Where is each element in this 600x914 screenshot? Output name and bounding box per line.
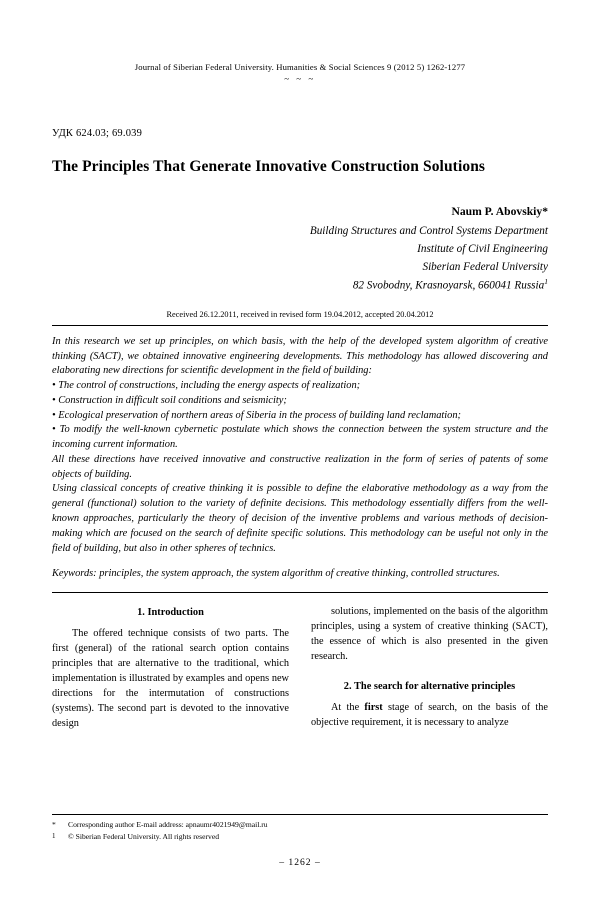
footnotes [52,814,548,842]
affiliation-line-3: Siberian Federal University [422,260,548,273]
abstract-paragraph-2: All these directions have received innovative and constructive realization in the form of series of patents of some objects of building. [52,453,548,480]
abstract-bullet-1: • The control of constructions, including the energy aspects of realization; [52,380,361,392]
footnote-star-mark: * [52,820,56,830]
page-number: – 1262 – [279,857,321,868]
author-affiliation-block [52,203,548,296]
abstract-paragraph-3: Using classical concepts of creative thinking it is possible to define the elaborative methodology as a way from the general (functional) solution to the variety of definite decisions. This methodology essentially differs from the well-known approaches, particularly the theory of decision of the inventive problems and various methods of decision-making which are focused on the search of definite specific solutions. This methodology can be useful not only in the field of building, but also in other spheres of technics. [52,483,548,554]
abstract-bullet-3: • Ecological preservation of northern areas of Siberia in the process of building land reclamation; [52,409,462,421]
search-paragraph [311,701,548,731]
abstract-bullet-4: • To modify the well-known cybernetic postulate which shows the connection between the system structure and the incoming current information. [52,424,548,451]
abstract-bullet-2: • Construction in difficult soil conditions and seismicity; [52,394,287,406]
introduction-paragraph: The offered technique consists of two parts. The first (general) of the rational search option contains principles that are alternative to the traditional, which implementation is illustrated by examples and opens new directions for the intermutation of constructions (systems). The second part is devoted to the innovative design [52,628,289,729]
affiliation-line-1: Building Structures and Control Systems Department [309,225,548,238]
section-heading-search: 2. The search for alternative principles [343,680,516,692]
abstract [52,335,548,556]
search-text-bold: first [364,701,383,713]
footnote-dagger-mark: 1 [52,831,56,840]
affiliation-line-4 [52,276,548,295]
abstract-paragraph-1: In this research we set up principles, on which basis, with the help of the developed system algorithm of creative thinking (SACT), we obtained innovative engineering developments. This methodology has allowed discovering and elaborating new directions for scientific development in the field of building: [52,335,548,377]
introduction-continuation: solutions, implemented on the basis of the algorithm principles, using a system of creative thinking (SACT), the essence of which is also presented in the given research. [311,606,548,662]
search-text-after: stage of search, on the basis of the objective requirement, it is necessary to analyze [311,701,549,728]
received-dates: Received 26.12.2011, received in revised form 19.04.2012, accepted 20.04.2012 [52,310,548,326]
footnote-corresponding-author [52,819,548,830]
affiliation-footnote-mark: 1 [544,277,548,287]
affiliation-address: 82 Svobodny, Krasnoyarsk, 660041 Russia [352,280,545,293]
footnote-star-text: Corresponding author E-mail address: apnaumr4021949@mail.ru [68,820,268,830]
column-right [311,605,548,732]
affiliation-line-2: Institute of Civil Engineering [417,243,548,256]
journal-header: Journal of Siberian Federal University. Humanities & Social Sciences 9 (2012 5) 1262-1277 [134,62,466,72]
paper-page [0,62,600,914]
column-left [52,605,289,732]
section-heading-introduction: 1. Introduction [137,607,204,619]
udk-code: УДК 624.03; 69.039 [52,128,143,139]
footnote-copyright-text: © Siberian Federal University. All rights reserved [68,831,219,841]
author-name: Naum P. Abovskiy* [451,205,548,219]
search-text-before: At the [331,701,365,713]
body-columns [52,605,548,732]
keywords: Keywords: principles, the system approach, the system algorithm of creative thinking, controlled structures. [52,567,548,593]
footnote-copyright [52,831,548,842]
page-title: The Principles That Generate Innovative Construction Solutions [52,158,486,175]
journal-header-rule: ~ ~ ~ [284,74,316,84]
